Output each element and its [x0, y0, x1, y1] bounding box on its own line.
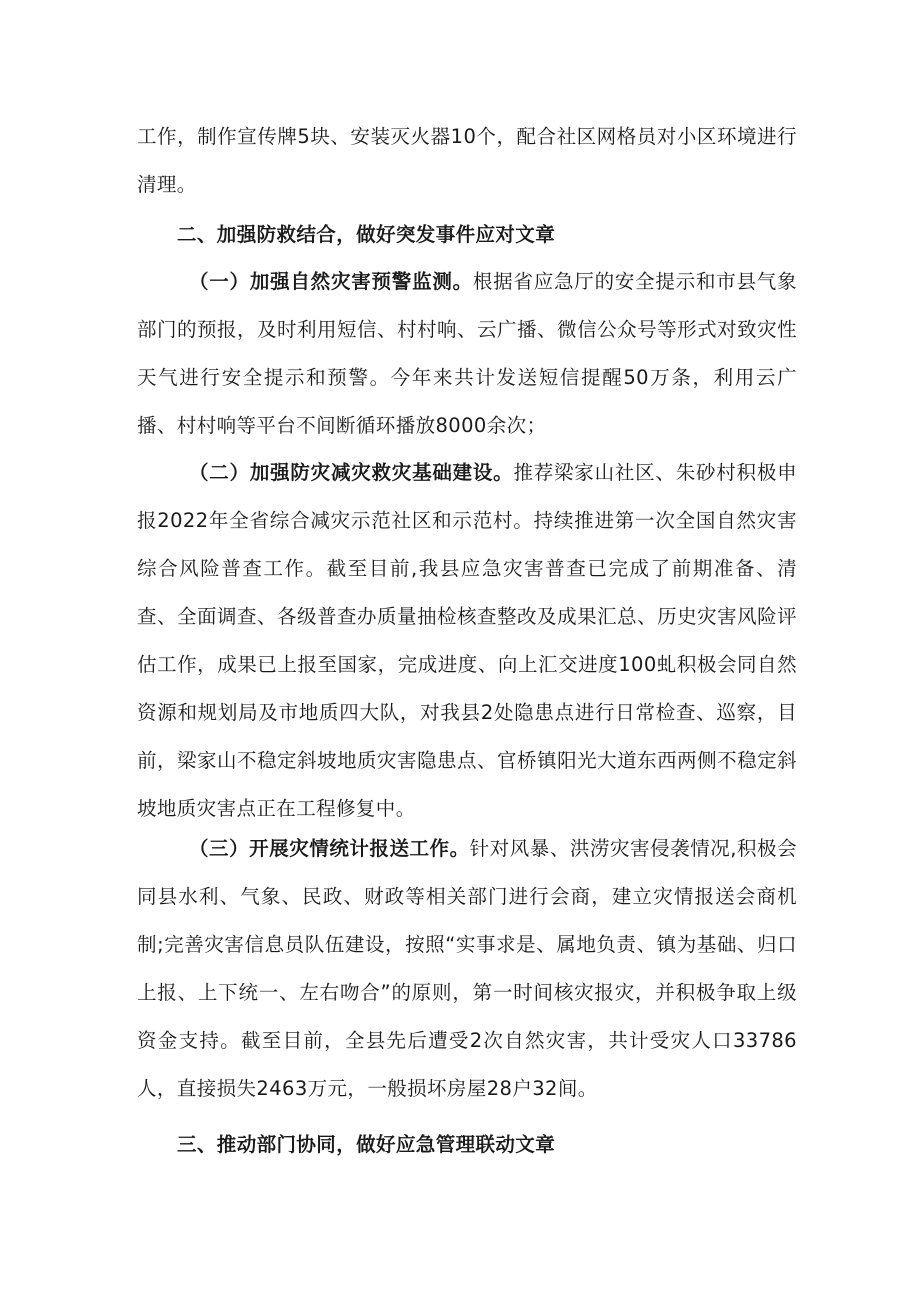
section-heading-3	[137, 1121, 797, 1169]
paragraph-text: 推荐梁家山社区、朱砂村积极申报2022年全省综合减灾示范社区和示范村。持续推进第一次全国自然灾害综合风险普查工作。截至目前,我县应急灾害普查已完成了前期准备、清查、全面调查、各级普查办质量抽检核查整改及成果汇总、历史灾害风险评估工作，成果已上报至国家，完成进度、向上汇交进度100虬积极会同自然资源和规划局及市地质四大队，对我县2处隐患点进行日常检查、巡察，目前，梁家山不稳定斜坡地质灾害隐患点、官桥镇阳光大道东西两侧不稳定斜坡地质灾害点正在工程修复中。	[137, 461, 797, 820]
paragraph-continuation	[137, 113, 797, 209]
paragraph-lead: （三）开展灾情统计报送工作。	[189, 837, 470, 860]
paragraph-lead: （二）加强防灾减灾救灾基础建设。	[189, 461, 514, 484]
section-heading-text: 二、加强防救结合，做好突发事件应对文章	[177, 223, 556, 246]
section-heading-2	[137, 211, 797, 259]
paragraph-disaster-infrastructure	[137, 449, 797, 833]
paragraph-disaster-statistics	[137, 825, 797, 1113]
section-heading-text: 三、推动部门协同，做好应急管理联动文章	[177, 1133, 556, 1156]
paragraph-text: 根据省应急厅的安全提示和市县气象部门的预报，及时利用短信、村村响、云广播、微信公众号等形式对致灾性天气进行安全提示和预警。今年来共计发送短信提醒50万条，利用云广播、村村响等平台不间断循环播放8000余次；	[137, 270, 797, 437]
paragraph-text: 针对风暴、洪涝灾害侵袭情况,积极会同县水利、气象、民政、财政等相关部门进行会商，建立灾情报送会商机制;完善灾害信息员队伍建设，按照“实事求是、属地负责、镇为基础、归口上报、上下统一、左右吻合”的原则，第一时间核灾报灾，并积极争取上级资金支持。截至目前，全县先后遭受2次自然灾害，共计受灾人口33786人，直接损失2463万元，一般损坏房屋28户32间。	[137, 837, 797, 1100]
paragraph-lead: （一）加强自然灾害预警监测。	[189, 270, 473, 293]
paragraph-text: 工作，制作宣传牌5块、安装灭火器10个，配合社区网格员对小区环境进行清理。	[137, 125, 797, 196]
paragraph-early-warning	[137, 258, 797, 450]
